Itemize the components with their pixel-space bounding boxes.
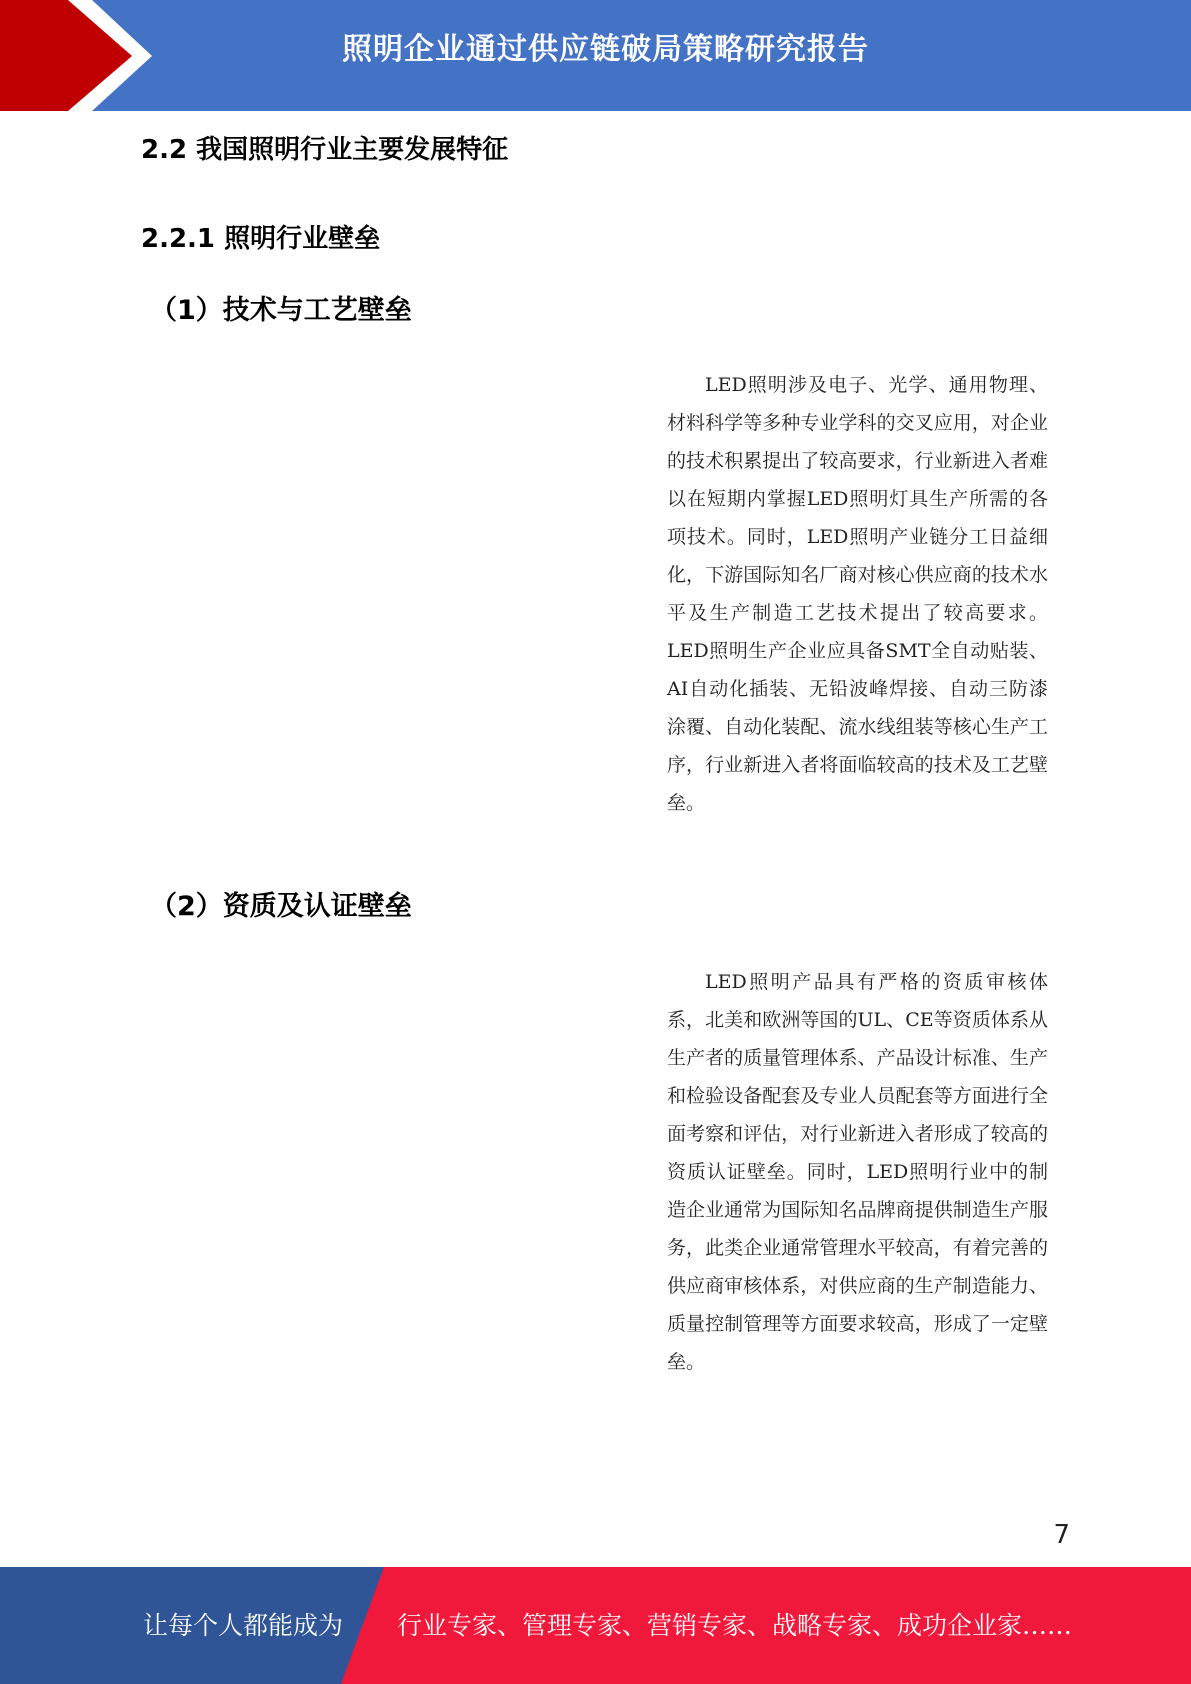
item-heading-technology: （1）技术与工艺壁垒: [150, 295, 412, 326]
footer-slogan-left: 让每个人都能成为: [143, 1611, 344, 1640]
subsection-heading: 2.2.1 照明行业壁垒: [141, 224, 381, 254]
footer-slogan-right: 行业专家、管理专家、营销专家、战略专家、成功企业家……: [397, 1611, 1073, 1640]
page-header: [0, 0, 1191, 111]
item-heading-certification: （2）资质及认证壁垒: [150, 891, 412, 922]
page-number: 7: [1053, 1520, 1070, 1550]
header-title: 照明企业通过供应链破局策略研究报告: [342, 32, 869, 67]
paragraph-certification: LED照明产品具有严格的资质审核体系，北美和欧洲等国的UL、CE等资质体系从生产者的质量管理体系、产品设计标准、生产和检验设备配套及专业人员配套等方面进行全面考察和评估，对行业新进入者形成了较高的资质认证壁垒。同时，LED照明行业中的制造企业通常为国际知名品牌商提供制造生产服务，此类企业通常管理水平较高，有着完善的供应商审核体系，对供应商的生产制造能力、质量控制管理等方面要求较高，形成了一定壁垒。: [667, 971, 1048, 1373]
paragraph-technology: LED照明涉及电子、光学、通用物理、材料科学等多种专业学科的交叉应用，对企业的技术积累提出了较高要求，行业新进入者难以在短期内掌握LED照明灯具生产所需的各项技术。同时，LED照明产业链分工日益细化，下游国际知名厂商对核心供应商的技术水平及生产制造工艺技术提出了较高要求。LED照明生产企业应具备SMT全自动贴装、AI自动化插装、无铅波峰焊接、自动三防漆涂覆、自动化装配、流水线组装等核心生产工序，行业新进入者将面临较高的技术及工艺壁垒。: [667, 374, 1048, 814]
page-footer: [0, 1567, 1191, 1684]
section-heading: 2.2 我国照明行业主要发展特征: [141, 135, 509, 165]
